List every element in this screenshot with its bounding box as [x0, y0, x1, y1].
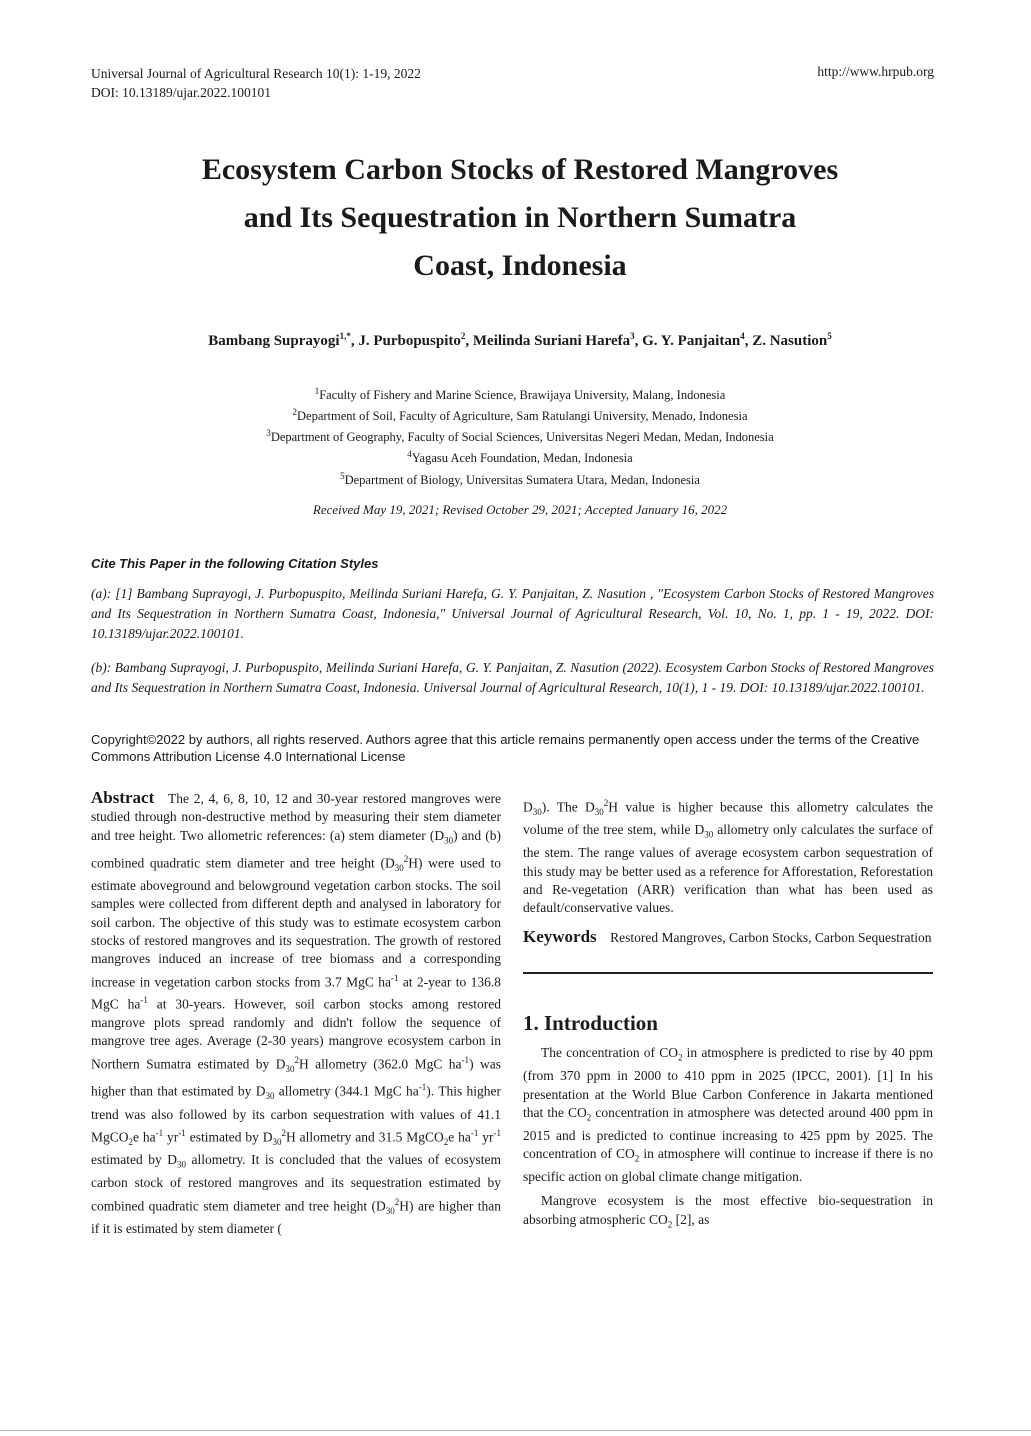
abstract-text: The 2, 4, 6, 8, 10, 12 and 30-year restored mangroves were studied through non-destructive method by measuring their stem diameter and tree height. Two allometric references: (a) stem diameter (	[91, 791, 501, 843]
affil-text: Faculty of Fishery and Marine Science, Brawijaya University, Malang, Indonesia	[319, 388, 726, 403]
page-bottom-edge	[0, 1430, 1031, 1431]
author-affil-mark: 2	[460, 331, 466, 341]
affiliation	[60, 446, 980, 467]
abstract-text: H allometry (362.0 MgC ha	[298, 1056, 462, 1072]
citation-style-a: (a): [1] Bambang Suprayogi, J. Purbopuspito, Meilinda Suriani Harefa, G. Y. Panjaitan, Z. Nasution , "Ecosystem Carbon Stocks of Restored Mangroves and Its Sequestration in Northern Sumatra Coast, Indonesia," Universal Journal of Agricultural Research, Vol. 10, No. 1, pp. 1 - 19, 2022. DOI: 10.13189/ujar.2022.100101.	[91, 586, 934, 641]
affiliation	[60, 425, 980, 446]
author-sep: ,	[744, 333, 753, 349]
copyright-notice: Copyright©2022 by authors, all rights reserved. Authors agree that this article remains permanently open access under the terms of the Creative Commons Attribution License 4.0 International License	[91, 732, 920, 764]
abstract-text: estimated by	[185, 1129, 263, 1145]
author-affil-mark: 5	[827, 331, 832, 341]
author-name: J. Purbopuspito	[358, 333, 461, 349]
abstract-text: e ha	[133, 1129, 156, 1145]
author-list	[60, 331, 980, 350]
abstract-heading: Abstract	[91, 788, 155, 807]
running-header	[91, 64, 421, 102]
keywords-heading: Keywords	[523, 926, 597, 946]
abstract-text: H) were used to estimate aboveground and belowground vegetation carbon stocks. The soil samples were collected from different depth and analysed in laboratory for soil carbon. The objective of this study was to estimate ecosystem carbon stocks of restored mangroves and its sequestration. The growth of restored mangroves induced an increase of tree biomass and a corresponding increase in vegetation carbon stocks from 3.7 MgC ha	[91, 855, 501, 990]
abstract-text: H value is higher because this allometry calculates the volume of the tree stem, while	[523, 799, 933, 838]
author-name: Z. Nasution	[752, 333, 828, 349]
intro-paragraph: The concentration of $CO_2$ in atmosphere is predicted to rise by 40 ppm (from 370 ppm in 2000 to 410 ppm in 2025 (IPCC, 2001). [1] In his presentation at the World Blue Carbon Conference in Jakarta mentioned that the $CO_2$ concentration in atmosphere was detected around 400 ppm in 2015 and is predicted to continue increasing to 425 ppm by 2025. The concentration of $CO_2$ in atmosphere will continue to increase if there is no specific action on global climate change mitigation.	[523, 1045, 934, 1185]
author-sep: ,	[634, 333, 643, 349]
abstract-text: ) and (b) combined quadratic stem diameter and tree height (	[91, 827, 502, 871]
journal-doi: DOI: 10.13189/ujar.2022.100101	[91, 85, 271, 100]
affil-mark: 2	[292, 407, 297, 418]
abstract-text: at 30-years. However, soil carbon stocks among restored mangrove plots spread randomly and didn't follow the sequence of mangrove tree ages. Average (2-30 years) mangrove ecosystem carbon in Northern Sumatra estimated by	[91, 996, 501, 1072]
author-name: G. Y. Panjaitan	[642, 333, 741, 349]
keywords	[523, 928, 933, 947]
section-divider	[523, 972, 933, 974]
abstract-text: H allometry and 31.5 MgCO	[286, 1129, 444, 1145]
submission-dates: Received May 19, 2021; Revised October 29, 2021; Accepted January 16, 2022	[312, 502, 728, 517]
affil-text: Department of Geography, Faculty of Social Sciences, Universitas Negeri Medan, Medan, Indonesia	[270, 430, 774, 445]
abstract-text: ) was higher than that estimated by	[91, 1056, 501, 1099]
abstract-text: H) are higher than if it is estimated by stem diameter (	[91, 1198, 501, 1237]
abstract-column: Abstract The 2, 4, 6, 8, 10, 12 and 30-year restored mangroves were studied through non-destructive method by measuring their stem diameter and tree height. Two allometric references: (a) stem diameter $(D_{30})$ and (b) combined quadratic stem diameter and tree height $(D_{30}^2H)$ were used to estimate aboveground and belowground vegetation carbon stocks. The soil samples were collected from different depth and analysed in laboratory for soil carbon. The objective of this study was to estimate ecosystem carbon stocks of restored mangroves and its sequestration. The growth of restored mangroves induced an increase of tree biomass and a corresponding increase in vegetation carbon stocks from 3.7 MgC $ha^{-1}$ at 2-year to 136.8 MgC $ha^{-1}$ at 30-years. However, soil carbon stocks among restored mangrove plots spread randomly and didn't follow the sequence of mangrove tree ages. Average (2-30 years) mangrove ecosystem carbon in Northern Sumatra estimated by $D_{30}^2H$ allometry (362.0 MgC $ha^{-1}$) was higher than that estimated by $D_{30}$ allometry (344.1 MgC $ha^{-1}$). This higher trend was also followed by its carbon sequestration with values of 41.1 MgCO$_2$e $ha^{-1}$ $yr^{-1}$ estimated by $D_{30}^2H$ allometry and 31.5 MgCO$_2$e $ha^{-1}$ $yr^{-1}$ estimated by $D_{30}$ allometry. It is concluded that the values of ecosystem carbon stock of restored mangroves and its sequestration estimated by combined quadratic stem diameter and tree height $(D_{30}^2H)$ are higher than if it is estimated by stem diameter (	[91, 788, 502, 1237]
abstract-text: ). This higher trend was also followed by its carbon sequestration with values of 41.1 MgCO	[91, 1083, 501, 1145]
affiliation	[60, 383, 980, 404]
affil-mark: 4	[407, 449, 412, 460]
intro-paragraph: Mangrove ecosystem is the most effective bio-sequestration in absorbing atmospheric $CO_2$ [2], as	[523, 1193, 933, 1230]
author-sep: ,	[465, 333, 473, 349]
affil-mark: 1	[314, 386, 320, 396]
citation-style-b: (b): Bambang Suprayogi, J. Purbopuspito, Meilinda Suriani Harefa, G. Y. Panjaitan, Z. Nasution (2022). Ecosystem Carbon Stocks of Restored Mangroves and Its Sequestration in Northern Sumatra Coast, Indonesia. Universal Journal of Agricultural Research, 10(1), 1 - 19. DOI: 10.13189/ujar.2022.100101.	[91, 660, 934, 695]
author-affil-mark: 1,*	[339, 331, 351, 341]
affil-mark: 3	[266, 428, 271, 439]
affil-text: Yagasu Aceh Foundation, Medan, Indonesia	[411, 451, 633, 466]
abstract-text: yr	[163, 1129, 179, 1145]
abstract-text: allometry. It is concluded that the values of ecosystem carbon stock of restored mangroves and its sequestration estimated by combined quadratic stem diameter and tree height (	[91, 1152, 502, 1214]
author-affil-mark: 4	[740, 331, 745, 341]
abstract-text: allometry only calculates the surface of the stem. The range values of average ecosystem carbon sequestration of this study may be better used as a reference for Afforestation, Reforestation and Re-vegetation (ARR) verification than what has been used as default/conservative values.	[523, 822, 933, 916]
abstract-text: at 2-year to 136.8 MgC ha	[91, 974, 501, 1012]
paper-title	[100, 146, 940, 290]
abstract-continued: $D_{30}$). The $D_{30}^2H$ value is higher because this allometry calculates the volume of the tree stem, while $D_{30}$ allometry only calculates the surface of the stem. The range values of average ecosystem carbon sequestration of this study may be better used as a reference for Afforestation, Reforestation and Re-vegetation (ARR) verification than what has been used as default/conservative values.	[523, 798, 933, 916]
author-affil-mark: 3	[630, 331, 635, 341]
journal-url[interactable]: http://www.hrpub.org	[817, 64, 934, 79]
abstract-text: yr	[478, 1129, 494, 1145]
keywords-text: Restored Mangroves, Carbon Stocks, Carbon Sequestration	[610, 929, 932, 945]
abstract-text: allometry (344.1 MgC ha	[274, 1083, 419, 1099]
title-line: Ecosystem Carbon Stocks of Restored Mangroves	[201, 153, 839, 186]
abstract-text: ). The	[541, 799, 586, 815]
title-line: and Its Sequestration in Northern Sumatra	[243, 201, 797, 234]
author-name: Meilinda Suriani Harefa	[472, 333, 631, 349]
citation-heading: Cite This Paper in the following Citation Styles	[91, 556, 379, 571]
right-column	[523, 794, 933, 1240]
affil-text: Department of Biology, Universitas Sumatera Utara, Medan, Indonesia	[344, 472, 700, 487]
abstract-text: estimated by	[91, 1152, 168, 1168]
author-sep: ,	[350, 333, 359, 349]
journal-citation: Universal Journal of Agricultural Research 10(1): 1-19, 2022	[91, 66, 421, 81]
affil-text: Department of Soil, Faculty of Agriculture, Sam Ratulangi University, Menado, Indonesia	[297, 409, 748, 424]
affil-mark: 5	[340, 470, 345, 481]
affiliation	[60, 468, 980, 489]
title-line: Coast, Indonesia	[413, 249, 627, 282]
abstract-text: e ha	[448, 1129, 471, 1145]
affiliation	[60, 404, 980, 425]
introduction-heading: 1. Introduction	[523, 1010, 658, 1035]
affiliation-list	[60, 383, 980, 489]
author-name: Bambang Suprayogi	[208, 333, 340, 349]
